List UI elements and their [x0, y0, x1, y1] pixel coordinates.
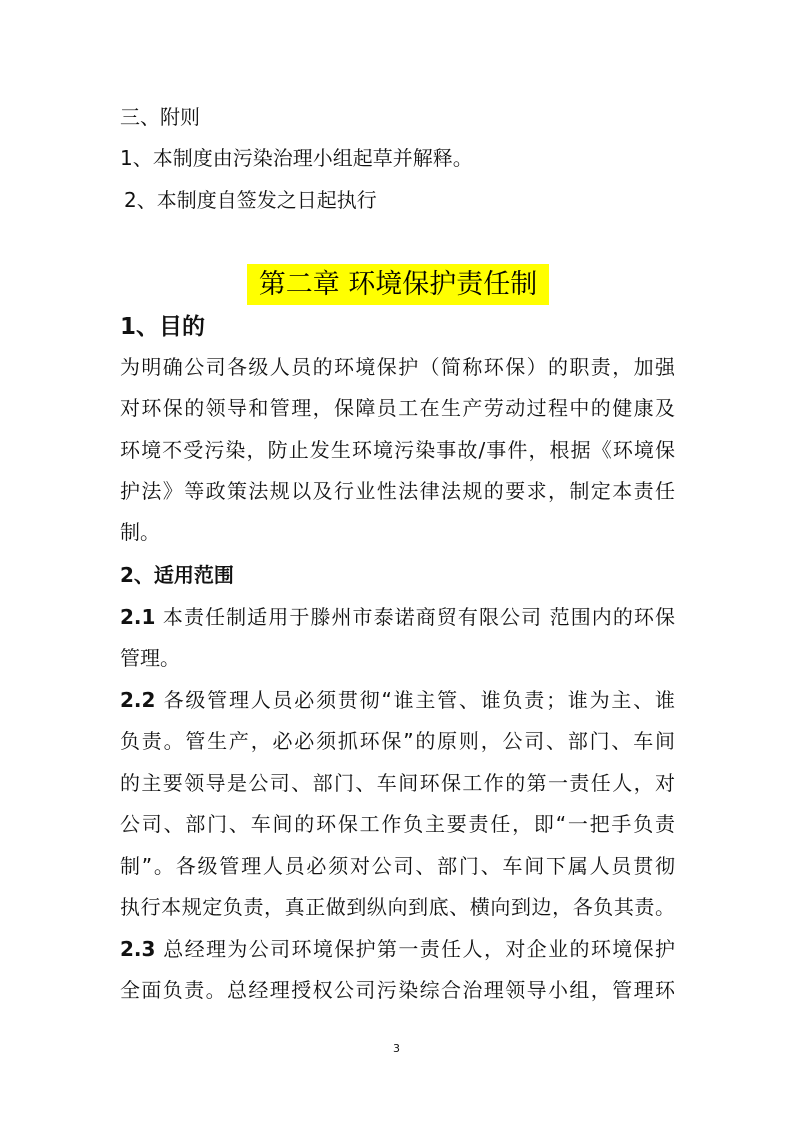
section-1-title: 1、目的 — [120, 314, 206, 340]
clause-2-1-line: 管理。 — [120, 646, 180, 670]
clause-number: 2.1 — [120, 605, 156, 629]
appendix-item-2: 2、本制度自签发之日起执行 — [124, 188, 377, 212]
clause-2-2-line: 执行本规定负责，真正做到纵向到底、横向到边，各负其责。 — [120, 895, 675, 919]
paragraph-line: 对环保的领导和管理，保障员工在生产劳动过程中的健康及 — [120, 396, 675, 420]
paragraph-line: 制。 — [120, 520, 160, 544]
clause-text: 各级管理人员必须贯彻“谁主管、谁负责；谁为主、谁 — [163, 688, 675, 712]
paragraph-line: 护法》等政策法规以及行业性法律法规的要求，制定本责任 — [120, 479, 675, 503]
clause-2-2-line — [120, 685, 675, 715]
appendix-title: 三、附则 — [120, 105, 200, 129]
clause-2-2-line: 制”。各级管理人员必须对公司、部门、车间下属人员贯彻 — [120, 854, 675, 878]
section-2-title: 2、适用范围 — [120, 563, 234, 587]
paragraph-line: 环境不受污染，防止发生环境污染事故/事件，根据《环境保 — [120, 438, 675, 462]
clause-2-3-line: 全面负责。总经理授权公司污染综合治理领导小组，管理环 — [120, 978, 675, 1002]
clause-2-2-line: 负责。管生产，必必须抓环保”的原则，公司、部门、车间 — [120, 729, 675, 753]
chapter-heading: 第二章 环境保护责任制 — [247, 264, 549, 305]
clause-text: 本责任制适用于滕州市泰诺商贸有限公司 范围内的环保 — [162, 605, 676, 629]
clause-2-2-line: 的主要领导是公司、部门、车间环保工作的第一责任人，对 — [120, 771, 675, 795]
clause-number: 2.3 — [120, 937, 156, 961]
clause-2-3-line — [120, 934, 675, 964]
clause-number: 2.2 — [120, 688, 156, 712]
clause-text: 总经理为公司环境保护第一责任人，对企业的环境保护 — [163, 937, 676, 961]
page-number: 3 — [393, 1042, 400, 1055]
paragraph-line: 为明确公司各级人员的环境保护（简称环保）的职责，加强 — [120, 355, 675, 379]
appendix-item-1: 1、本制度由污染治理小组起草并解释。 — [120, 146, 473, 170]
clause-2-1-line — [120, 602, 675, 632]
clause-2-2-line: 公司、部门、车间的环保工作负主要责任，即“一把手负责 — [120, 812, 675, 836]
